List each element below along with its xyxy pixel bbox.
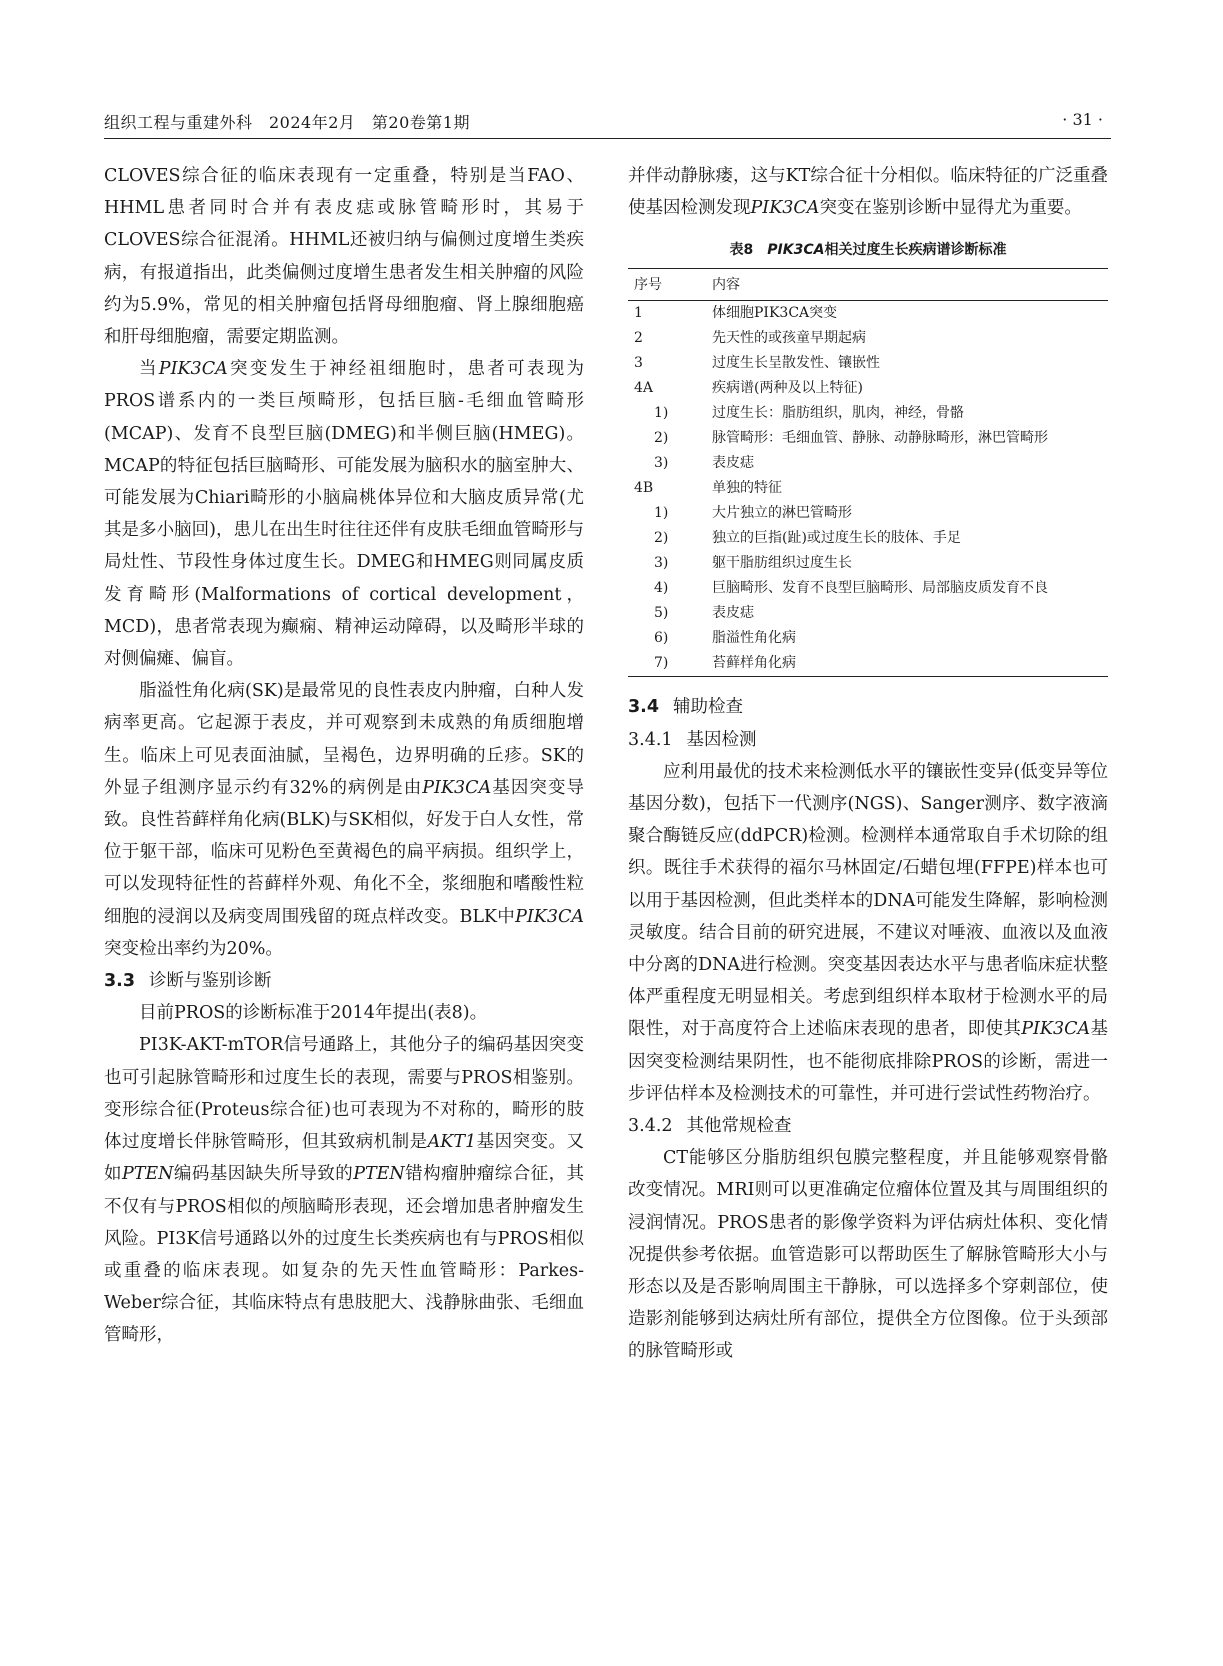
table-cell-content: 过度生长：脂肪组织，肌肉，神经，骨骼: [712, 405, 964, 422]
column-header: 序号: [628, 269, 712, 301]
table-row: [628, 501, 1108, 526]
paragraph: PI3K-AKT-mTOR信号通路上，其他分子的编码基因突变也可引起脉管畸形和过度生长的表现，需要与PROS相鉴别。变形综合征(Proteus综合征)也可表现为不对称的，畸形的肢体过度增长伴脉管畸形，但其致病机制是AKT1基因突变。又如PTEN编码基因缺失所导致的PTEN错构瘤肿瘤综合征，其不仅有与PROS相似的颅脑畸形表现，还会增加患者肿瘤发生风险。PI3K信号通路以外的过度生长类疾病也有与PROS相似或重叠的临床表现。如复杂的先天性血管畸形：Parkes-Weber综合征，其临床特点有患肢肥大、浅静脉曲张、毛细血管畸形，: [104, 1035, 585, 1346]
table-row: [628, 576, 1108, 601]
table-cell-seq: 1: [634, 305, 643, 322]
table-cell-seq: 7): [654, 655, 669, 672]
paragraph: 脂溢性角化病(SK)是最常见的良性表皮内肿瘤，白种人发病率更高。它起源于表皮，并可观察到未成熟的角质细胞增生。临床上可见表面油腻，呈褐色，边界明确的丘疹。SK的外显子组测序显示约有32%的病例是由PIK3CA基因突变导致。良性苔藓样角化病(BLK)与SK相似，好发于白人女性，常位于躯干部，临床可见粉色至黄褐色的扁平病损。组织学上，可以发现特征性的苔藓样外观、角化不全，浆细胞和嗜酸性粒细胞的浸润以及病变周围残留的斑点样改变。BLK中PIK3CA突变检出率约为20%。: [104, 681, 584, 959]
gene-name: PIK3CA: [515, 906, 584, 927]
table-row: [628, 376, 1108, 401]
section-heading-3-3: 3.3 诊断与鉴别诊断: [104, 971, 272, 992]
table-cell-seq: 5): [654, 605, 669, 622]
table-cell-seq: 3: [634, 355, 643, 372]
table-row: [628, 326, 1108, 351]
section-heading-3-4-1: 3.4.1 基因检测: [628, 729, 757, 750]
table-cell-content: 脂溢性角化病: [712, 630, 796, 647]
table-cell-seq: 6): [654, 630, 669, 647]
table-cell-seq: 4): [654, 580, 669, 597]
table-row: [628, 651, 1108, 677]
table-header-row: [628, 269, 1108, 301]
table-cell-content: 表皮痣: [712, 455, 754, 472]
table-row: [628, 351, 1108, 376]
table-cell-seq: 3): [654, 455, 669, 472]
table-cell-seq: 2: [634, 330, 643, 347]
table-cell-content: 脉管畸形：毛细血管、静脉、动静脉畸形，淋巴管畸形: [712, 430, 1048, 447]
paragraph: 并伴动静脉瘘，这与KT综合征十分相似。临床特征的广泛重叠使基因检测发现PIK3CA突变在鉴别诊断中显得尤为重要。: [628, 166, 1108, 219]
table-cell-content: 体细胞PIK3CA突变: [712, 305, 838, 322]
gene-name: PIK3CA: [422, 777, 492, 798]
table-row: [628, 476, 1108, 501]
right-column: [628, 160, 1108, 1368]
table-cell-content: 疾病谱(两种及以上特征): [712, 380, 863, 397]
gene-name: PIK3CA: [158, 359, 228, 380]
table-cell-seq: 2): [654, 530, 669, 547]
paragraph: CT能够区分脂肪组织包膜完整程度，并且能够观察骨骼改变情况。MRI则可以更准确定位瘤体位置及其与周围组织的浸润情况。PROS患者的影像学资料为评估病灶体积、变化情况提供参考依据。血管造影可以帮助医生了解脉管畸形大小与形态以及是否影响周围主干静脉，可以选择多个穿刺部位，使造影剂能够到达病灶所有部位，提供全方位图像。位于头颈部的脉管畸形或: [628, 1148, 1108, 1362]
table-row: [628, 301, 1108, 327]
section-heading-3-4-2: 3.4.2 其他常规检查: [628, 1116, 792, 1137]
table-row: [628, 401, 1108, 426]
gene-name: PTEN: [121, 1164, 174, 1185]
table-row: [628, 551, 1108, 576]
gene-name: PTEN: [353, 1164, 405, 1185]
section-heading-3-4: 3.4 辅助检查: [628, 697, 744, 718]
running-header: [104, 108, 1111, 139]
table-row: [628, 601, 1108, 626]
table-cell-content: 巨脑畸形、发育不良型巨脑畸形、局部脑皮质发育不良: [712, 580, 1048, 597]
gene-name: PIK3CA: [1021, 1019, 1091, 1040]
diagnostic-criteria-table: [628, 268, 1108, 677]
table-cell-content: 过度生长呈散发性、镶嵌性: [712, 355, 880, 372]
column-header: 内容: [712, 269, 1108, 301]
gene-name: PIK3CA: [750, 198, 820, 219]
table-row: [628, 426, 1108, 451]
table-cell-seq: 4B: [634, 480, 654, 497]
table-row: [628, 451, 1108, 476]
journal-info: 组织工程与重建外科 2024年2月 第20卷第1期: [104, 113, 470, 132]
table-row: [628, 526, 1108, 551]
table-cell-content: 苔藓样角化病: [712, 655, 796, 672]
table-cell-content: 躯干脂肪组织过度生长: [712, 555, 852, 572]
paragraph: CLOVES综合征的临床表现有一定重叠，特别是当FAO、HHML患者同时合并有表皮痣或脉管畸形时，其易于CLOVES综合征混淆。HHML还被归纳与偏侧过度增生类疾病，有报道指出，此类偏侧过度增生患者发生相关肿瘤的风险约为5.9%，常见的相关肿瘤包括肾母细胞瘤、肾上腺细胞癌和肝母细胞瘤，需要定期监测。: [104, 166, 584, 348]
table-cell-content: 大片独立的淋巴管畸形: [712, 505, 852, 522]
paragraph: 当PIK3CA突变发生于神经祖细胞时，患者可表现为PROS谱系内的一类巨颅畸形，包括巨脑-毛细血管畸形(MCAP)、发育不良型巨脑(DMEG)和半侧巨脑(HMEG)。MCAP的特征包括巨脑畸形、可能发展为脑积水的脑室肿大、可能发展为Chiari畸形的小脑扁桃体异位和大脑皮质异常(尤其是多小脑回)，患儿在出生时往往还伴有皮肤毛细血管畸形与局灶性、节段性身体过度生长。DMEG和HMEG则同属皮质发育畸形(Malformations of cortical development，MCD)，患者常表现为癫痫、精神运动障碍，以及畸形半球的对侧偏瘫、偏盲。: [104, 359, 585, 670]
table-row: [628, 626, 1108, 651]
table-cell-content: 独立的巨指(趾)或过度生长的肢体、手足: [712, 530, 961, 547]
table-cell-seq: 3): [654, 555, 669, 572]
table-cell-seq: 1): [654, 505, 669, 522]
table-caption: 表8 PIK3CA相关过度生长疾病谱诊断标准: [729, 242, 1007, 259]
left-column: [104, 160, 584, 1352]
page-number: · 31 ·: [1062, 110, 1103, 129]
table-cell-seq: 2): [654, 430, 669, 447]
table-cell-content: 单独的特征: [712, 480, 782, 497]
paragraph: 应利用最优的技术来检测低水平的镶嵌性变异(低变异等位基因分数)，包括下一代测序(NGS)、Sanger测序、数字液滴聚合酶链反应(ddPCR)检测。检测样本通常取自手术切除的组织。既往手术获得的福尔马林固定/石蜡包埋(FFPE)样本也可以用于基因检测，但此类样本的DNA可能发生降解，影响检测灵敏度。结合目前的研究进展，不建议对唾液、血液以及血液中分离的DNA进行检测。突变基因表达水平与患者临床症状整体严重程度无明显相关。考虑到组织样本取材于检测水平的局限性，对于高度符合上述临床表现的患者，即使其PIK3CA基因突变检测结果阴性，也不能彻底排除PROS的诊断，需进一步评估样本及检测技术的可靠性，并可进行尝试性药物治疗。: [628, 761, 1109, 1104]
table-cell-content: 先天性的或孩童早期起病: [712, 330, 866, 347]
gene-name: AKT1: [427, 1132, 477, 1153]
table-cell-content: 表皮痣: [712, 605, 754, 622]
paragraph: 目前PROS的诊断标准于2014年提出(表8)。: [139, 1003, 488, 1024]
table-cell-seq: 1): [654, 405, 669, 422]
table-cell-seq: 4A: [634, 380, 654, 397]
